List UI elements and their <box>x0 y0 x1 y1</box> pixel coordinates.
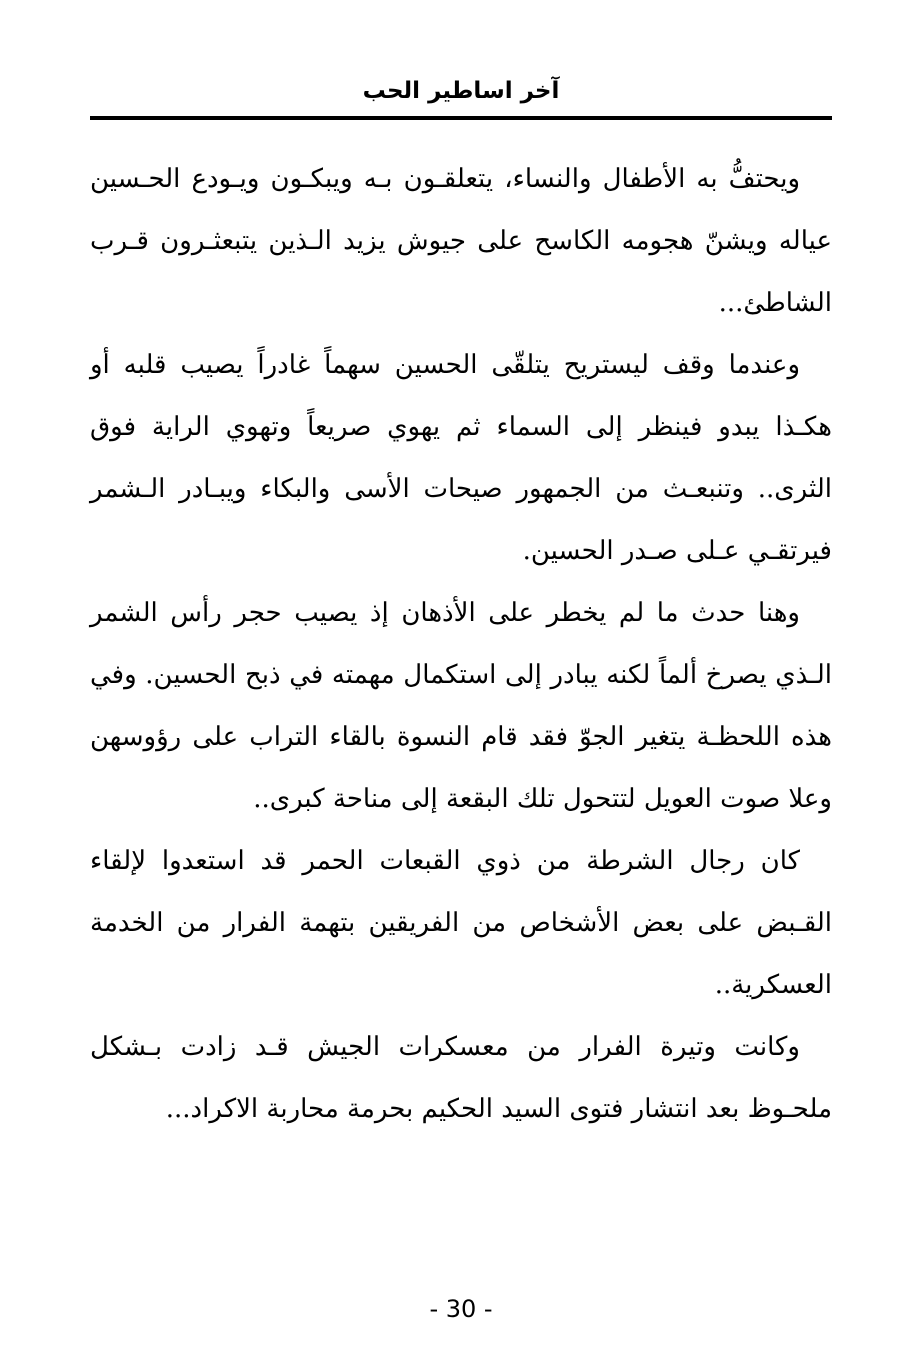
paragraph-2: وعندما وقف ليستريح يتلقّى الحسين سهماً غادراً يصيب قلبه أو هكـذا يبدو فينظر إلى السماء ثم يهوي صريعاً وتهوي الراية فوق الثرى.. وتنبعـث من الجمهور صيحات الأسى والبكاء ويبـادر الـشمر فيرتقـي عـلى صـدر الحسين. <box>90 350 832 566</box>
paragraph-4: كان رجال الشرطة من ذوي القبعات الحمر قد استعدوا لإلقاء القـبض على بعض الأشخاص من الفريقين بتهمة الفرار من الخدمة العسكرية.. <box>90 846 832 1000</box>
header-divider <box>90 116 832 120</box>
paragraph-3: وهنا حدث ما لم يخطر على الأذهان إذ يصيب حجر رأس الشمر الـذي يصرخ ألماً لكنه يبادر إلى استكمال مهمته في ذبح الحسين. وفي هذه اللحظـة يتغير الجوّ فقد قام النسوة بالقاء التراب على رؤوسهن وعلا صوت العويل لتتحول تلك البقعة إلى مناحة كبرى.. <box>90 598 832 814</box>
body-text <box>90 148 832 1140</box>
paragraph-1: ويحتفُّ به الأطفال والنساء، يتعلقـون بـه ويبكـون ويـودع الحـسين عياله ويشنّ هجومه الكاسح على جيوش يزيد الـذين يتبعثـرون قـرب الشاطئ... <box>90 164 832 318</box>
paragraph-5: وكانت وتيرة الفرار من معسكرات الجيش قـد زادت بـشكل ملحـوظ بعد انتشار فتوى السيد الحكيم بحرمة محاربة الاكراد... <box>90 1032 832 1124</box>
running-header-title: آخر اساطير الحب <box>362 78 560 104</box>
page-number: - 30 - <box>429 1295 493 1323</box>
